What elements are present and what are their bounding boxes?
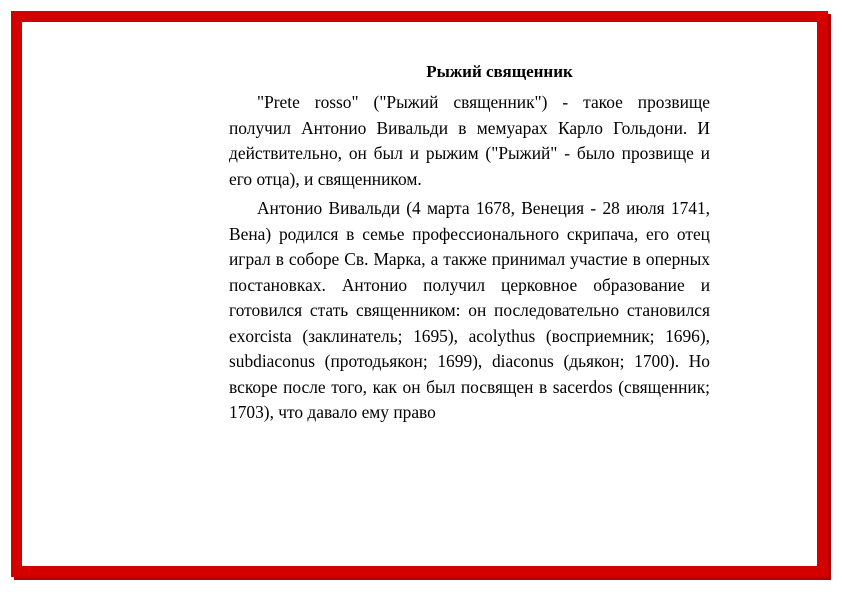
text-body — [229, 60, 710, 430]
paragraph-1: "Prete rosso" ("Рыжий священник") - такое прозвище получил Антонио Вивальди в мемуарах Карло Гольдони. И действительно, он был и рыжим ("Рыжий" - было прозвище и его отца), и священником. — [229, 92, 710, 189]
page-title: Рыжий священник — [426, 62, 573, 81]
paragraph-2: Антонио Вивальди (4 марта 1678, Венеция - 28 июля 1741, Вена) родился в семье профессионального скрипача, его отец играл в соборе Св. Марка, а также принимал участие в оперных постановках. Антонио получил церковное образование и готовился стать священником: он последовательно становился exorcista (заклинатель; 1695), acolythus (восприемник; 1696), subdiaconus (протодьякон; 1699), diaconus (дьякон; 1700). Но вскоре после того, как он был посвящен в sacerdos (священник; 1703), что давало ему право — [229, 198, 710, 422]
